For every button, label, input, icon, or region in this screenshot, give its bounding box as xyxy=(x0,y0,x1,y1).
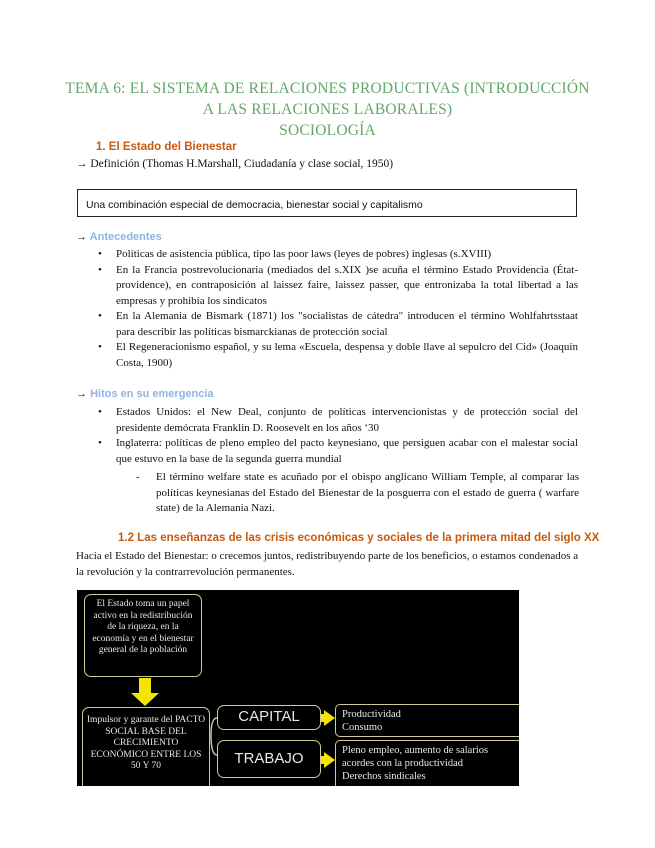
list-item: • El Regeneracionismo español, y su lema «Escuela, despensa y doble llave al sepulcro del Cid» (Joaquín Costa, 1900) xyxy=(76,340,578,371)
capital-result: Consumo xyxy=(342,722,383,733)
list-item: • Inglaterra: políticas de pleno empleo del pacto keynesiano, que persiguen acabar con el malestar social que estuvo en la base de la segunda guerra mundial xyxy=(76,436,578,467)
trabajo-result: Derechos sindicales xyxy=(342,771,426,782)
list-item: • Políticas de asistencia pública, tipo las poor laws (leyes de pobres) inglesas (s.XVIII) xyxy=(76,247,578,263)
down-arrow xyxy=(131,678,159,706)
antecedentes-label: Antecedentes xyxy=(89,231,162,243)
state-role-box: El Estado toma un papel activo en la redistribución de la riqueza, en la economía y en el bienestar general de la población xyxy=(84,594,202,677)
trabajo-result: acordes con la productividad xyxy=(342,758,463,769)
flow-diagram xyxy=(77,590,519,786)
trabajo-arrow xyxy=(321,752,335,768)
definition-line: → Definición (Thomas H.Marshall, Ciudadanía y clase social, 1950) xyxy=(76,158,394,170)
capital-box: CAPITAL xyxy=(217,705,321,730)
document-title xyxy=(60,78,595,141)
list-item: • En la Francia postrevolucionaria (mediados del s.XIX )se acuña el término Estado Providencia (État-providence), en contraposición al laissez faire, laissez passer, que entronizaba la total libertad a las empresas y prohibía los sindicatos xyxy=(76,263,578,310)
hitos-heading xyxy=(76,388,214,400)
section-1-2-heading: 1.2 Las enseñanzas de las crisis económicas y sociales de la primera mitad del siglo XX xyxy=(118,532,600,544)
list-item: • En la Alemania de Bismark (1871) los "socialistas de cátedra" introducen el término Wohlfahrtsstaat para describir las políticas bismarckianas de protección social xyxy=(76,309,578,340)
capital-result: Productividad xyxy=(342,709,401,720)
antecedentes-heading xyxy=(76,231,162,243)
title-line-1: TEMA 6: EL SISTEMA DE RELACIONES PRODUCTIVAS (INTRODUCCIÓN xyxy=(65,80,590,97)
definition-box: Una combinación especial de democracia, bienestar social y capitalismo xyxy=(77,189,577,217)
trabajo-results-box xyxy=(335,740,519,786)
title-line-2: A LAS RELACIONES LABORALES) xyxy=(202,101,453,118)
hitos-label: Hitos en su emergencia xyxy=(90,388,214,400)
arrow-icon: → xyxy=(76,231,87,243)
antecedentes-list xyxy=(76,247,578,371)
hitos-subitem: - El término welfare state es acuñado por el obispo anglicano William Temple, al comparar las políticas keynesianas del Estado del Bienestar de la posguerra con el estado de guerra ( warfare state) de la Alemania Nazi. xyxy=(136,470,579,517)
capital-results-box xyxy=(335,704,519,737)
section-1-2-intro: Hacia el Estado del Bienestar: o crecemos juntos, redistribuyendo parte de los beneficios, o estamos condenados a la revolución y la contrarrevolución permanentes. xyxy=(76,550,579,578)
trabajo-result: Pleno empleo, aumento de salarios xyxy=(342,745,489,756)
trabajo-box: TRABAJO xyxy=(217,740,321,778)
arrow-icon: → xyxy=(76,388,87,400)
title-line-3: SOCIOLOGÍA xyxy=(279,122,376,139)
hitos-list xyxy=(76,405,578,467)
list-item: • Estados Unidos: el New Deal, conjunto de políticas intervencionistas y de protección social del presidente demócrata Franklin D. Roosevelt en los años ‘30 xyxy=(76,405,578,436)
capital-arrow xyxy=(321,710,335,726)
section-1-heading: 1. El Estado del Bienestar xyxy=(96,141,237,153)
social-pact-box: Impulsor y garante del PACTO SOCIAL BASE DEL CRECIMIENTO ECONÓMICO ENTRE LOS 50 Y 70 xyxy=(82,707,210,786)
